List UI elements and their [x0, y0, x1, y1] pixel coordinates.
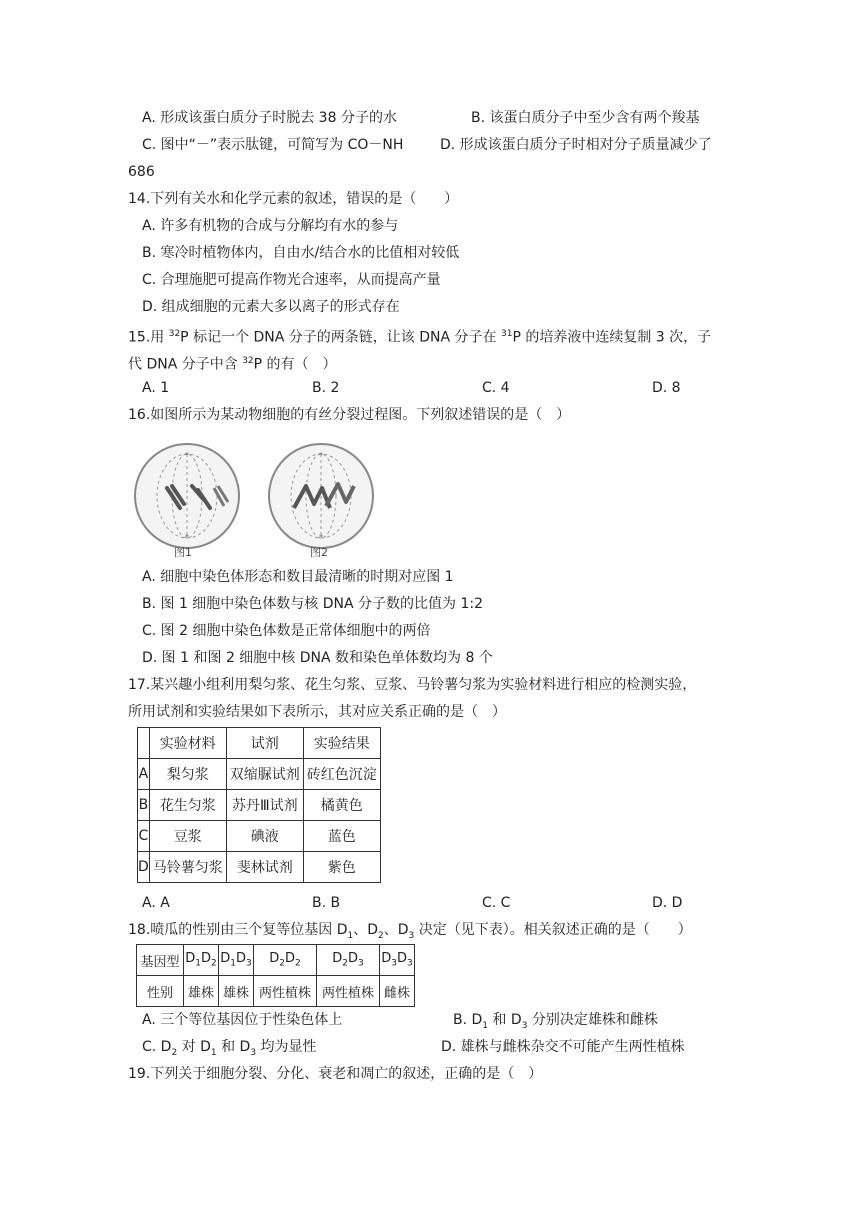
q13-option-b: B. 该蛋白质分子中至少含有两个羧基	[471, 110, 700, 126]
table-cell: $D_1D_2$	[184, 945, 219, 976]
q17-option-d: D. D	[652, 895, 683, 911]
table-cell: $D_2D_2$	[254, 945, 317, 976]
table-cell: 马铃薯匀浆	[149, 852, 226, 883]
reagent-table	[137, 727, 381, 883]
table-cell: $D_2D_3$	[317, 945, 380, 976]
mitosis-figure-2	[266, 438, 378, 556]
svg-text:*: *	[185, 451, 189, 460]
table-cell: $D_3D_3$	[380, 945, 415, 976]
table-cell: C	[138, 821, 150, 852]
q16-option-b: B. 图 1 细胞中染色体数与核 DNA 分子数的比值为 1:2	[142, 596, 484, 612]
q16-option-d: D. 图 1 和图 2 细胞中核 DNA 数和染色单体数均为 8 个	[142, 650, 493, 666]
table-cell: 双缩脲试剂	[226, 759, 303, 790]
q15-option-b: B. 2	[312, 380, 340, 396]
q17-option-b: B. B	[312, 895, 341, 911]
table-header-row	[138, 728, 381, 759]
table-cell: 苏丹Ⅲ试剂	[226, 790, 303, 821]
q14-option-b: B. 寒冷时植物体内，自由水/结合水的比值相对较低	[142, 245, 460, 261]
svg-text:*: *	[185, 533, 189, 542]
table-header-cell: 实验材料	[149, 728, 226, 759]
table-cell: A	[138, 759, 150, 790]
table-cell: 两性植株	[317, 976, 380, 1007]
table-cell: 雌株	[380, 976, 415, 1007]
q17-stem-line2: 所用试剂和实验结果如下表所示，其对应关系正确的是（ ）	[128, 704, 506, 720]
table-cell: 砖红色沉淀	[303, 759, 380, 790]
q19-stem: 19.下列关于细胞分裂、分化、衰老和凋亡的叙述，正确的是（ ）	[128, 1066, 543, 1082]
genotype-table	[136, 944, 415, 1007]
q18-option-c: C. $D_2$ 对 $D_1$ 和 $D_3$ 均为显性	[142, 1039, 317, 1058]
q17-stem-line1: 17.某兴趣小组利用梨匀浆、花生匀浆、豆浆、马铃薯匀浆为实验材料进行相应的检测实验，	[128, 677, 697, 693]
q16-stem: 16.如图所示为某动物细胞的有丝分裂过程图。下列叙述错误的是（ ）	[128, 407, 571, 423]
svg-text:*: *	[319, 451, 323, 460]
table-cell: 基因型	[137, 945, 184, 976]
q13-option-d-cont: 686	[128, 164, 155, 180]
table-cell: 雄株	[184, 976, 219, 1007]
q15-stem-line1: 15.用 $^{32}$P 标记一个 DNA 分子的两条链，让该 DNA 分子在 $^{31}$P 的培养液中连续复制 3 次，子	[128, 329, 712, 346]
table-cell: 斐林试剂	[226, 852, 303, 883]
q15-stem-line2: 代 DNA 分子中含 $^{32}$P 的有（ ）	[128, 356, 337, 373]
q17-option-a: A. A	[142, 895, 170, 911]
table-header-cell	[138, 728, 150, 759]
figure-2-label: 图2	[310, 546, 328, 559]
q16-option-a: A. 细胞中染色体形态和数目最清晰的时期对应图 1	[142, 569, 454, 585]
q15-option-d: D. 8	[652, 380, 681, 396]
q14-option-a: A. 许多有机物的合成与分解均有水的参与	[142, 218, 399, 234]
q17-option-c: C. C	[482, 895, 511, 911]
q18-option-a: A. 三个等位基因位于性染色体上	[142, 1012, 343, 1028]
q15-option-a: A. 1	[142, 380, 170, 396]
table-cell: 橘黄色	[303, 790, 380, 821]
q15-option-c: C. 4	[482, 380, 510, 396]
table-row	[138, 759, 381, 790]
table-row	[138, 821, 381, 852]
q14-stem: 14.下列有关水和化学元素的叙述，错误的是（ ）	[128, 191, 459, 207]
q13-option-d: D. 形成该蛋白质分子时相对分子质量减少了	[440, 137, 712, 153]
table-row	[138, 852, 381, 883]
table-cell: D	[138, 852, 150, 883]
mitosis-figure-1	[132, 438, 244, 556]
table-row	[138, 790, 381, 821]
table-cell: 碘液	[226, 821, 303, 852]
table-cell: 紫色	[303, 852, 380, 883]
figure-1-label: 图1	[174, 546, 192, 559]
table-cell: 性别	[137, 976, 184, 1007]
table-header-cell: 实验结果	[303, 728, 380, 759]
q16-option-c: C. 图 2 细胞中染色体数是正常体细胞中的两倍	[142, 623, 431, 639]
table-cell: 花生匀浆	[149, 790, 226, 821]
table-row	[137, 976, 415, 1007]
table-cell: $D_1D_3$	[219, 945, 254, 976]
q18-option-d: D. 雄株与雌株杂交不可能产生两性植株	[441, 1039, 685, 1055]
table-cell: 豆浆	[149, 821, 226, 852]
q14-option-c: C. 合理施肥可提高作物光合速率，从而提高产量	[142, 272, 441, 288]
q18-option-b: B. $D_1$ 和 $D_3$ 分别决定雄株和雌株	[453, 1012, 658, 1031]
table-cell: 蓝色	[303, 821, 380, 852]
q14-option-d: D. 组成细胞的元素大多以离子的形式存在	[142, 299, 400, 315]
q13-option-c: C. 图中“－”表示肽键，可简写为 CO－NH	[142, 137, 404, 153]
table-cell: 雄株	[219, 976, 254, 1007]
q13-option-a: A. 形成该蛋白质分子时脱去 38 分子的水	[142, 110, 397, 126]
table-cell: B	[138, 790, 150, 821]
table-cell: 梨匀浆	[149, 759, 226, 790]
table-row	[137, 945, 415, 976]
svg-text:*: *	[319, 533, 323, 542]
table-header-cell: 试剂	[226, 728, 303, 759]
table-cell: 两性植株	[254, 976, 317, 1007]
q18-stem: 18.喷瓜的性别由三个复等位基因 $D_1$、$D_2$、$D_3$ 决定（见下表）。相关叙述正确的是（ ）	[128, 922, 692, 941]
